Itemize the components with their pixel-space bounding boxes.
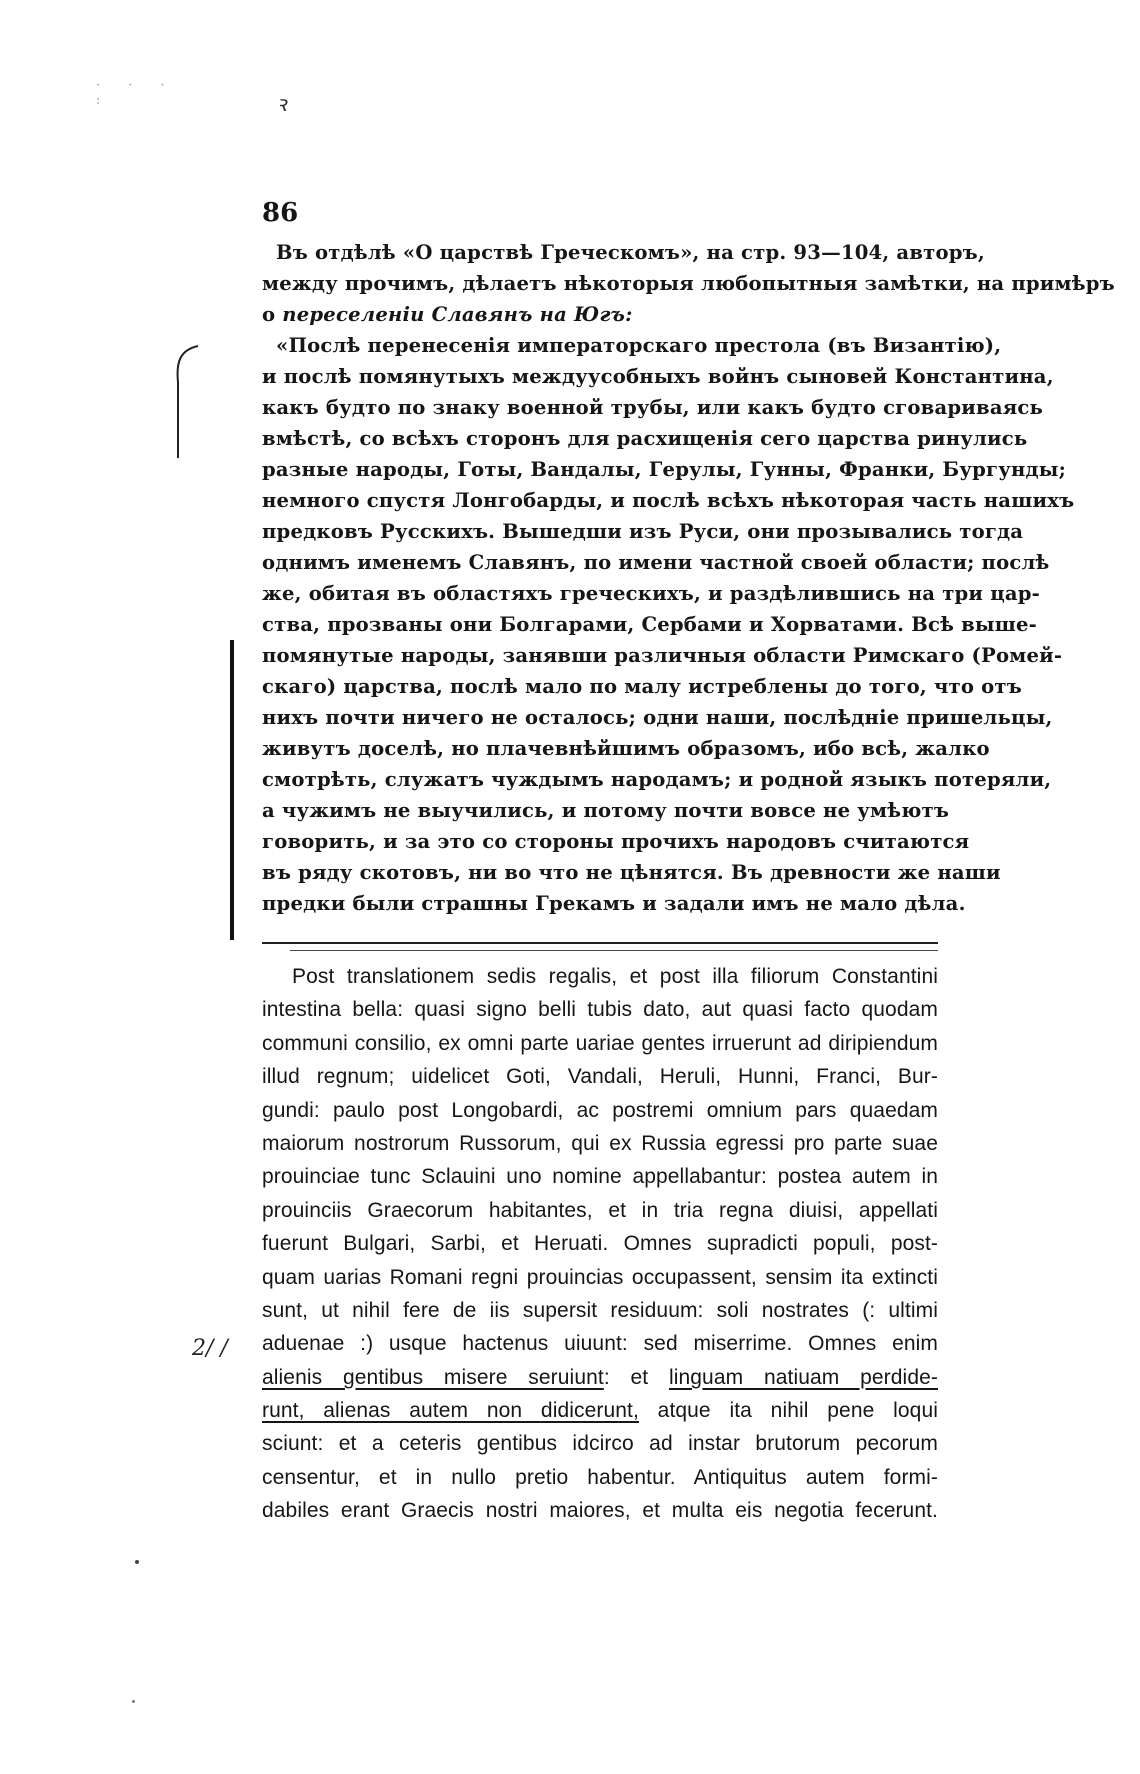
page-smudge: · · · : — [96, 78, 177, 108]
ru-line: между прочимъ, дѣлаетъ нѣкоторыя любопытныя замѣтки, на примѣръ — [262, 272, 1115, 295]
ru-line: ства, прозваны они Болгарами, Сербами и Хорватами. Всѣ выше- — [262, 613, 1038, 636]
la-line — [262, 1394, 938, 1427]
margin-handwritten-note: 2/ / — [192, 1336, 228, 1361]
la-plain: atque ita nihil pene loqui — [638, 1399, 938, 1423]
margin-bar-mark — [230, 640, 234, 940]
ru-line: какъ будто по знаку военной трубы, или какъ будто сговариваясь — [262, 396, 1044, 419]
la-line: aduenae :) usque hactenus uiuunt: sed miserrime. Omnes enim — [262, 1332, 938, 1356]
la-line: quam uarias Romani regni prouincias occupassent, sensim ita extincti — [262, 1265, 938, 1289]
la-plain: : et — [603, 1365, 669, 1389]
latin-text-block — [262, 960, 938, 1528]
ru-line-italic: переселеніи Славянъ на Югъ: — [282, 303, 633, 326]
ru-line: и послѣ помянутыхъ междуусобныхъ войнъ сыновей Константина, — [262, 365, 1054, 388]
ru-line: однимъ именемъ Славянъ, по имени частной своей области; послѣ — [262, 551, 1050, 574]
page-number: 86 — [262, 198, 299, 228]
la-line: Post translationem sedis regalis, et post illa filiorum Constantini — [292, 965, 938, 988]
la-line — [262, 1361, 938, 1394]
ru-line: нихъ почти ничего не осталось; одни наши, послѣдніе пришельцы, — [262, 706, 1053, 729]
ru-line: говорить, и за это со стороны прочихъ народовъ считаются — [262, 830, 970, 853]
margin-bracket-mark — [172, 342, 202, 460]
ru-line: немного спустя Лонгобарды, и послѣ всѣхъ нѣкоторая часть нашихъ — [262, 489, 1075, 512]
speck-mark — [132, 1700, 135, 1703]
russian-text-block — [262, 237, 1115, 919]
ru-line: живутъ доселѣ, но плачевнѣйшимъ образомъ, ибо всѣ, жалко — [262, 737, 990, 760]
ru-line: а чужимъ не выучились, и потому почти вовсе не умѣютъ — [262, 799, 950, 822]
la-line: gundi: paulo post Longobardi, ac postremi omnium pars quaedam — [262, 1098, 938, 1122]
la-line: maiorum nostrorum Russorum, qui ex Russia egressi pro parte suae — [262, 1131, 938, 1155]
la-underlined: runt, alienas autem non didicerunt, — [262, 1399, 639, 1423]
top-mark: ꝛ — [276, 92, 287, 117]
la-line: intestina bella: quasi signo belli tubis dato, aut quasi facto quodam — [262, 998, 938, 1022]
la-line: illud regnum; uidelicet Goti, Vandali, Heruli, Hunni, Franci, Bur- — [262, 1065, 938, 1089]
ru-line: разные народы, Готы, Вандалы, Герулы, Гунны, Франки, Бургунды; — [262, 458, 1067, 481]
la-underlined: linguam natiuam perdide- — [668, 1365, 938, 1389]
ru-line: же, обитая въ областяхъ греческихъ, и раздѣлившись на три цар- — [262, 582, 1040, 605]
ru-line: помянутые народы, занявши различныя области Римскаго (Ромей- — [262, 644, 1063, 667]
la-line: communi consilio, ex omni parte uariae gentes irruerunt ad diripiendum — [262, 1031, 938, 1055]
la-line: sunt, ut nihil fere de iis supersit residuum: soli nostrates (: ultimi — [262, 1298, 938, 1322]
la-underlined: alienis gentibus misere seruiunt — [262, 1365, 604, 1389]
la-line: prouinciis Graecorum habitantes, et in tria regna diuisi, appellati — [262, 1198, 938, 1222]
ru-line: «Послѣ перенесенія императорскаго престола (въ Византію), — [276, 334, 1002, 357]
la-line: fuerunt Bulgari, Sarbi, et Heruati. Omnes supradicti populi, post- — [262, 1232, 938, 1256]
ru-line: въ ряду скотовъ, ни во что не цѣнятся. Въ древности же наши — [262, 861, 1001, 884]
ru-line — [262, 299, 938, 330]
ru-line: предки были страшны Грекамъ и задали имъ не мало дѣла. — [262, 892, 966, 915]
ru-line-prefix: о — [262, 303, 283, 326]
ru-line: вмѣстѣ, со всѣхъ сторонъ для расхищенія сего царства ринулись — [262, 427, 1028, 450]
ru-line: смотрѣть, служатъ чуждымъ народамъ; и родной языкъ потеряли, — [262, 768, 1052, 791]
speck-mark — [135, 1560, 139, 1564]
la-line: dabiles erant Graecis nostri maiores, et multa eis negotia fecerunt. — [262, 1499, 938, 1523]
la-line: prouinciae tunc Sclauini uno nomine appellabantur: postea autem in — [262, 1165, 938, 1189]
ru-line: скаго) царства, послѣ мало по малу истреблены до того, что отъ — [262, 675, 1022, 698]
section-divider-thin — [290, 950, 938, 951]
section-divider — [262, 942, 938, 944]
la-line: sciunt: et a ceteris gentibus idcirco ad instar brutorum pecorum — [262, 1432, 938, 1456]
la-line: censentur, et in nullo pretio habentur. Antiquitus autem formi- — [262, 1465, 938, 1489]
ru-line: Въ отдѣлѣ «О царствѣ Греческомъ», на стр. 93—104, авторъ, — [276, 241, 985, 264]
ru-line: предковъ Русскихъ. Вышедши изъ Руси, они прозывались тогда — [262, 520, 1024, 543]
